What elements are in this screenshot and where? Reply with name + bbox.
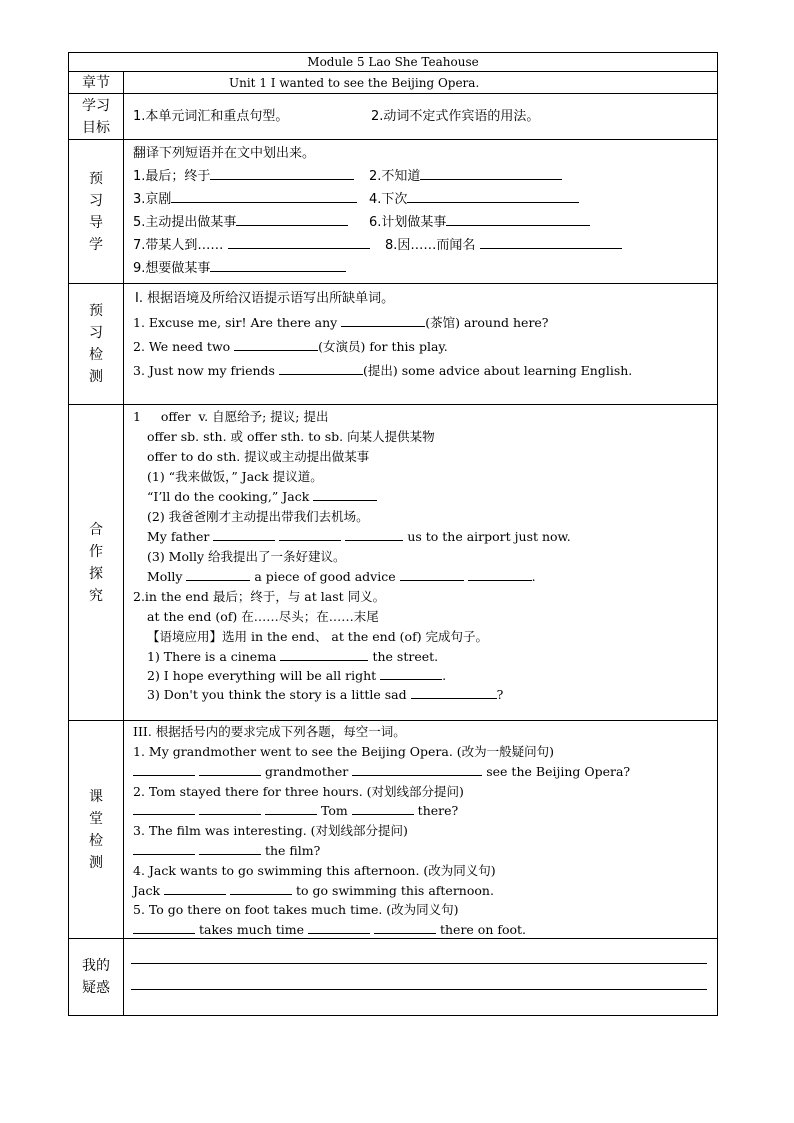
- phrase-item: 2.不知道: [369, 167, 562, 187]
- question-line: 1. My grandmother went to see the Beijing Opera. (改为一般疑问句): [133, 744, 555, 759]
- class-check-label: 课 堂 检 测: [69, 721, 124, 938]
- answer-line: Tom there?: [133, 801, 458, 821]
- answer-line: the film?: [133, 841, 320, 861]
- context-application: 【语境应用】选用 in the end、 at the end (of) 完成句子。: [147, 629, 489, 644]
- preview-guide-instruction: 翻译下列短语并在文中划出来。: [133, 146, 316, 161]
- module-title: Module 5 Lao She Teahouse: [307, 55, 479, 69]
- phrase-item: 1.最后；终于: [133, 167, 354, 187]
- phrase-item: 3.京剧: [133, 190, 357, 210]
- doubts-label: 我的 疑惑: [69, 939, 124, 1015]
- question-line: 1. Excuse me, sir! Are there any (茶馆) around here?: [133, 315, 549, 330]
- question-line: 2. We need two (女演员) for this play.: [133, 339, 448, 354]
- fill-sentence: 1) There is a cinema the street.: [147, 649, 439, 664]
- example-2-cn: (2) 我爸爸刚才主动提出带我们去机场。: [147, 509, 369, 524]
- cooperation-row: [69, 405, 717, 721]
- answer-line: takes much time there on foot.: [133, 920, 526, 940]
- preview-guide-row: [69, 140, 717, 284]
- preview-check-instruction: Ⅰ. 根据语境及所给汉语提示语写出所缺单词。: [135, 291, 395, 306]
- example-3-cn: (3) Molly 给我提出了一条好建议。: [147, 549, 346, 564]
- doubt-writing-line[interactable]: [131, 963, 707, 964]
- question-line: 4. Jack wants to go swimming this afternoon. (改为同义句): [133, 863, 496, 878]
- class-check-instruction: III. 根据括号内的要求完成下列各题，每空一词。: [133, 724, 406, 739]
- in-the-end-heading: 2.in the end 最后；终于，与 at last 同义。: [133, 589, 386, 604]
- preview-check-row: [69, 284, 717, 405]
- goals-row: [69, 94, 717, 140]
- unit-title: Unit 1 I wanted to see the Beijing Opera.: [229, 76, 480, 90]
- offer-usage-1: offer sb. sth. 或 offer sth. to sb. 向某人提供某物: [147, 429, 435, 444]
- question-line: 2. Tom stayed there for three hours. (对划线部分提问): [133, 784, 464, 799]
- module-title-row: [69, 53, 717, 72]
- answer-line: Jack to go swimming this afternoon.: [133, 883, 494, 898]
- goals-label: 学习 目标: [69, 94, 124, 139]
- answer-line: grandmother see the Beijing Opera?: [133, 762, 630, 782]
- question-line: 3. Just now my friends (提出) some advice about learning English.: [133, 363, 633, 378]
- cooperation-label: 合 作 探 究: [69, 405, 124, 720]
- phrase-item: 6.计划做某事: [369, 213, 590, 233]
- worksheet-table: [68, 52, 718, 1016]
- preview-check-label: 预 习 检 测: [69, 284, 124, 404]
- example-3-en: Molly a piece of good advice .: [147, 569, 536, 584]
- doubts-row: [69, 939, 717, 1015]
- offer-heading: 1 offer v. 自愿给予; 提议; 提出: [133, 409, 329, 424]
- question-line: 5. To go there on foot takes much time. (改为同义句): [133, 902, 459, 917]
- offer-usage-2: offer to do sth. 提议或主动提出做某事: [147, 449, 370, 464]
- chapter-row: [69, 72, 717, 94]
- at-the-end-usage: at the end (of) 在……尽头；在……末尾: [147, 609, 379, 624]
- example-1-en: “I’ll do the cooking,” Jack: [147, 487, 377, 507]
- phrase-item: 5.主动提出做某事: [133, 213, 348, 233]
- phrase-item: 4.下次: [369, 190, 579, 210]
- phrase-item: 8.因……而闻名: [385, 236, 622, 256]
- fill-sentence: 3) Don't you think the story is a little sad ?: [147, 687, 504, 702]
- example-1-cn: (1) “我来做饭，” Jack 提议道。: [147, 469, 323, 484]
- goal-2: 2.动词不定式作宾语的用法。: [371, 109, 540, 124]
- question-line: 3. The film was interesting. (对划线部分提问): [133, 823, 408, 838]
- fill-sentence: 2) I hope everything will be all right .: [147, 668, 447, 683]
- preview-guide-label: 预 习 导 学: [69, 140, 124, 283]
- class-check-row: [69, 721, 717, 939]
- chapter-label: 章节: [69, 72, 124, 93]
- phrase-item: 9.想要做某事: [133, 259, 346, 279]
- example-2-en: My father us to the airport just now.: [147, 529, 571, 544]
- phrase-item: 7.带某人到……: [133, 236, 370, 256]
- goal-1: 1.本单元词汇和重点句型。: [133, 109, 289, 124]
- doubt-writing-line[interactable]: [131, 989, 707, 990]
